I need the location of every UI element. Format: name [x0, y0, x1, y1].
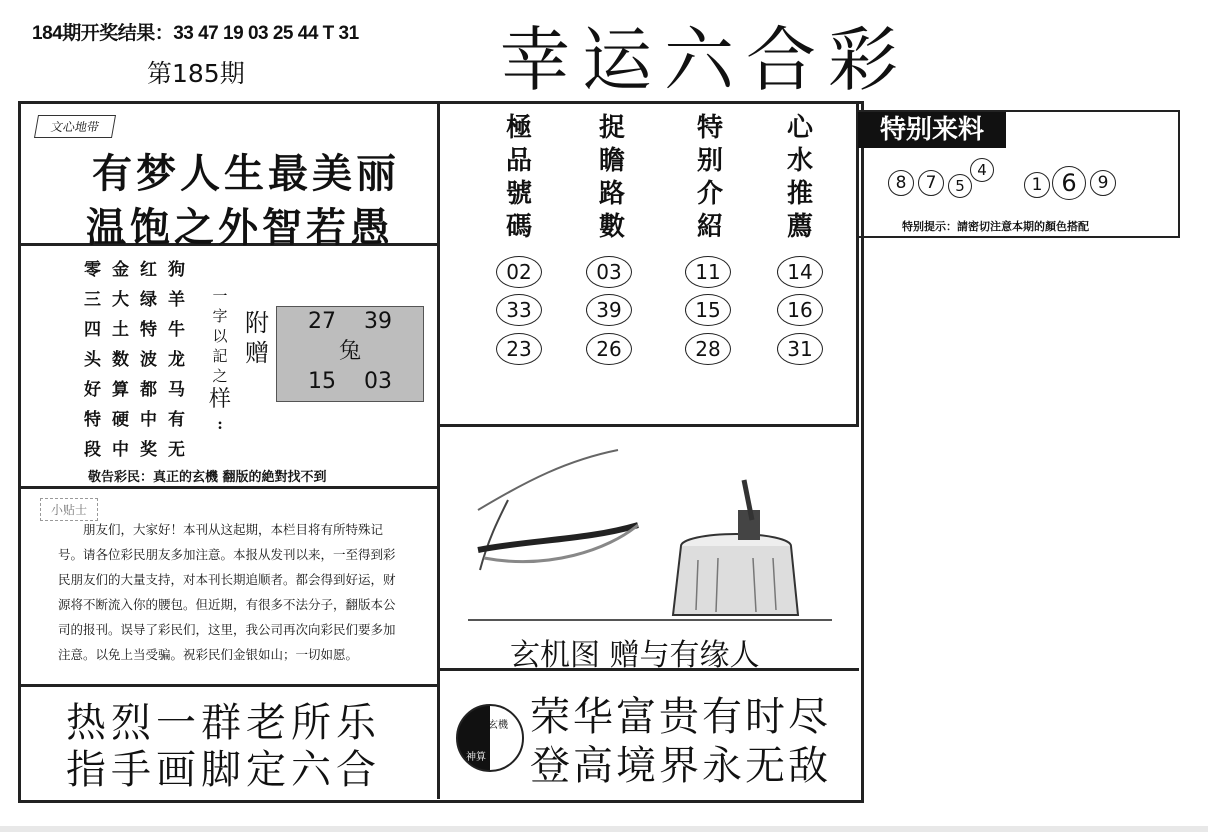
warning-text: 敬告彩民：真正的玄機 翻版的絶對找不到 [88, 470, 327, 485]
last-result: 184期开奖结果：33 47 19 03 25 44 T 31 [32, 23, 359, 44]
number-ball: 15 [685, 294, 731, 326]
appendix-char: 附 [245, 309, 269, 337]
appendix-label [245, 308, 269, 368]
number-ball: 16 [777, 294, 823, 326]
number-ball: 39 [586, 294, 632, 326]
column-head-4: 心 水 推 薦 [786, 113, 813, 242]
column-head-1: 極 品 號 碼 [505, 113, 532, 242]
number-ball: 33 [496, 294, 542, 326]
vertical-hint [209, 286, 231, 434]
section-tag: 文心地带 [34, 115, 116, 138]
yin-yang-top-label: 玄機 [488, 720, 508, 731]
special-num: 7 [918, 170, 944, 196]
poem-left-line-2: 指手画脚定六合 [66, 747, 381, 793]
number-ball: 31 [777, 333, 823, 365]
notice-tag: 小贴士 [40, 498, 98, 521]
special-num: 8 [888, 170, 914, 196]
poem-left-line-1: 热烈一群老所乐 [66, 700, 381, 746]
column-head-2: 捉 瞻 路 數 [598, 113, 625, 242]
yin-yang-icon [456, 704, 524, 772]
appendix-box [276, 306, 424, 402]
hint-char: 样 [209, 387, 232, 412]
appendix-char: 赠 [245, 339, 269, 367]
box-line-1: 27 39 [308, 309, 392, 334]
grid-row: 特硬中有 [84, 410, 196, 430]
hint-char: 記 [212, 347, 228, 365]
hint-char: 以 [212, 327, 228, 345]
motto-line-2: 温饱之外智若愚 [86, 204, 394, 251]
special-numbers [888, 158, 1148, 198]
column-head-3: 特 别 介 紹 [696, 113, 723, 242]
number-ball: 14 [777, 256, 823, 288]
picture-caption: 玄机图 赠与有缘人 [510, 638, 760, 673]
grid-row: 段中奖无 [84, 440, 196, 460]
yin-yang-bottom-label: 神算 [466, 752, 486, 763]
hint-char: 之 [212, 367, 228, 385]
grid-row: 头数波龙 [84, 350, 196, 370]
bottom-strip [0, 826, 1208, 832]
hint-char: 字 [212, 307, 228, 325]
grid-row: 三大绿羊 [84, 290, 196, 310]
hint-char: 一 [212, 287, 228, 305]
poem-right-line-2: 登高境界永无敌 [530, 743, 831, 789]
grid-row: 四土特牛 [84, 320, 196, 340]
page-title: 幸运六合彩 [500, 19, 910, 101]
special-title: 特别来料 [858, 112, 1006, 148]
grid-row: 好算都马 [84, 380, 196, 400]
poem-right-line-1: 荣华富贵有时尽 [530, 694, 831, 740]
box-line-3: 15 03 [308, 369, 392, 394]
number-ball: 23 [496, 333, 542, 365]
grid-row: 零金红狗 [84, 260, 196, 280]
special-tip: 特别提示：請密切注意本期的顏色搭配 [902, 220, 1089, 233]
number-ball: 02 [496, 256, 542, 288]
notice-body: 朋友们，大家好！本刊从这起期，本栏目将有所特殊记号。请各位彩民朋友多加注意。本报从发刊以来，一至得到彩民朋友们的大量支持，对本刊长期追顺者。都会得到好运，财源将不断流入你的腰包。但近期，有很多不法分子，翻版本公司的报刊。误导了彩民们，这里，我公司再次向彩民们要多加注意。以免上当受骗。祝彩民们金银如山；一切如愿。 [58, 522, 396, 662]
special-num: 9 [1090, 170, 1116, 196]
special-num: 4 [970, 158, 994, 182]
divider-vertical-left [437, 101, 440, 799]
number-ball: 26 [586, 333, 632, 365]
number-ball: 28 [685, 333, 731, 365]
issue-number: 第185期 [147, 59, 245, 88]
motto-line-1: 有梦人生最美丽 [92, 150, 400, 197]
stump-axe-illustration [468, 440, 832, 626]
special-num: 6 [1052, 166, 1086, 200]
number-ball: 03 [586, 256, 632, 288]
special-num: 5 [948, 174, 972, 198]
box-line-2: 兔 [338, 339, 361, 364]
divider-right-1 [437, 424, 859, 427]
divider-left-3 [18, 684, 438, 687]
divider-left-2 [18, 486, 438, 489]
special-num: 1 [1024, 172, 1050, 198]
number-ball: 11 [685, 256, 731, 288]
hint-char: : [217, 415, 223, 433]
